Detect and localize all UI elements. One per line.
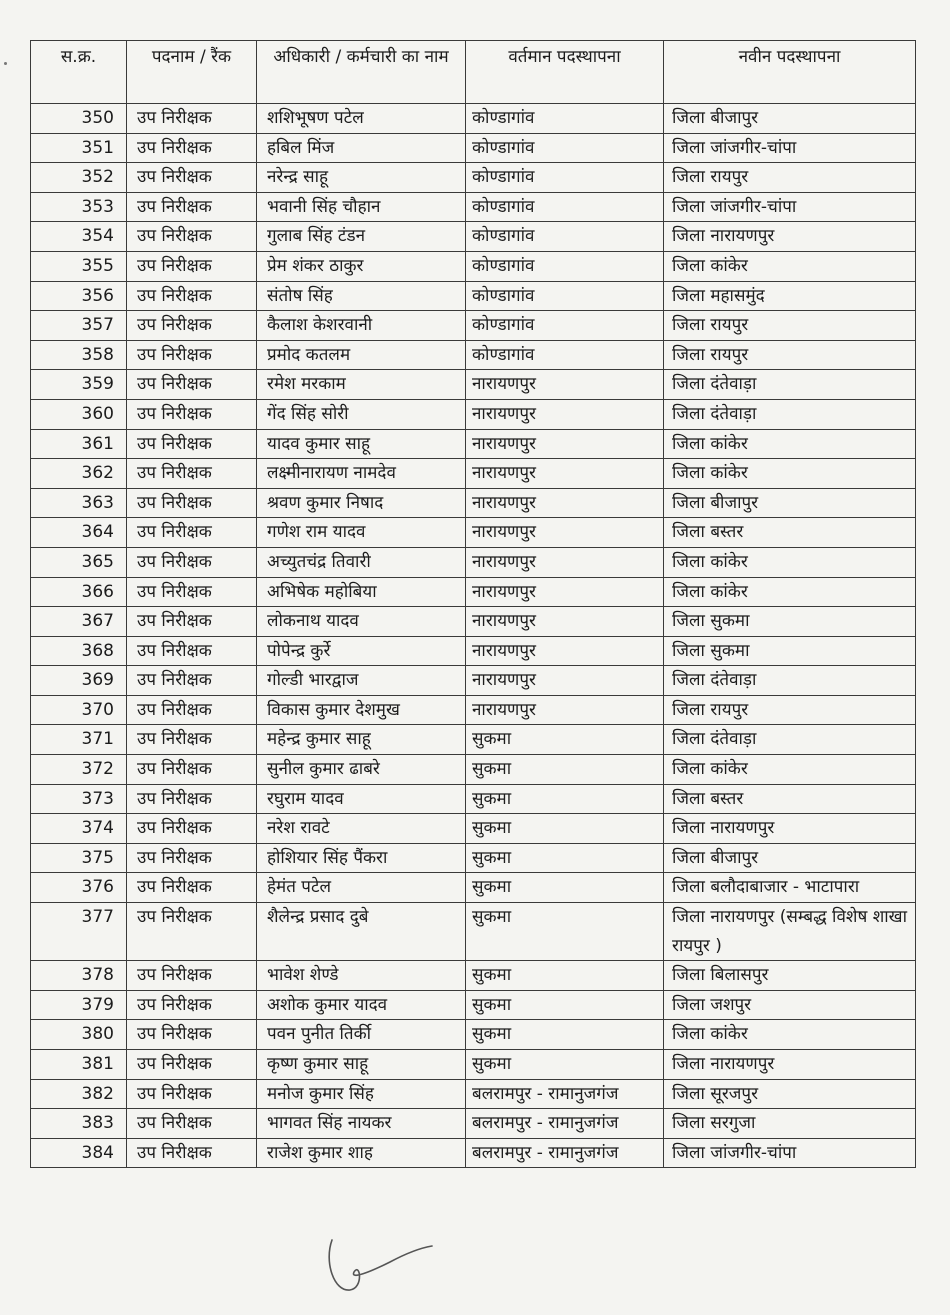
table-row bbox=[31, 133, 916, 163]
cell-name: भागवत सिंह नायकर bbox=[257, 1109, 466, 1139]
table-row bbox=[31, 1020, 916, 1050]
table-row bbox=[31, 192, 916, 222]
cell-current-posting: सुकमा bbox=[466, 725, 664, 755]
header-rank: पदनाम / रैंक bbox=[127, 41, 257, 104]
cell-rank: उप निरीक्षक bbox=[127, 370, 257, 400]
cell-new-posting: जिला नारायणपुर bbox=[664, 814, 916, 844]
cell-serial: 375 bbox=[31, 843, 127, 873]
cell-serial: 355 bbox=[31, 251, 127, 281]
cell-rank: उप निरीक्षक bbox=[127, 222, 257, 252]
table-row bbox=[31, 695, 916, 725]
cell-rank: उप निरीक्षक bbox=[127, 873, 257, 903]
cell-serial: 370 bbox=[31, 695, 127, 725]
cell-current-posting: नारायणपुर bbox=[466, 399, 664, 429]
cell-rank: उप निरीक्षक bbox=[127, 192, 257, 222]
cell-current-posting: सुकमा bbox=[466, 755, 664, 785]
table-row bbox=[31, 990, 916, 1020]
cell-name: मनोज कुमार सिंह bbox=[257, 1079, 466, 1109]
cell-new-posting: जिला सुकमा bbox=[664, 636, 916, 666]
cell-name: पोपेन्द्र कुर्रे bbox=[257, 636, 466, 666]
cell-name: लक्ष्मीनारायण नामदेव bbox=[257, 459, 466, 489]
cell-current-posting: नारायणपुर bbox=[466, 577, 664, 607]
cell-rank: उप निरीक्षक bbox=[127, 1079, 257, 1109]
cell-name: प्रमोद कतलम bbox=[257, 340, 466, 370]
cell-name: हबिल मिंज bbox=[257, 133, 466, 163]
cell-current-posting: सुकमा bbox=[466, 873, 664, 903]
cell-rank: उप निरीक्षक bbox=[127, 814, 257, 844]
cell-serial: 366 bbox=[31, 577, 127, 607]
table-header-row bbox=[31, 41, 916, 104]
cell-new-posting: जिला कांकेर bbox=[664, 251, 916, 281]
cell-rank: उप निरीक्षक bbox=[127, 459, 257, 489]
cell-name: रमेश मरकाम bbox=[257, 370, 466, 400]
cell-new-posting: जिला दंतेवाड़ा bbox=[664, 725, 916, 755]
cell-serial: 369 bbox=[31, 666, 127, 696]
cell-name: यादव कुमार साहू bbox=[257, 429, 466, 459]
cell-serial: 364 bbox=[31, 518, 127, 548]
cell-new-posting: जिला बस्तर bbox=[664, 518, 916, 548]
cell-serial: 382 bbox=[31, 1079, 127, 1109]
table-row bbox=[31, 459, 916, 489]
cell-name: गेंद सिंह सोरी bbox=[257, 399, 466, 429]
cell-serial: 363 bbox=[31, 488, 127, 518]
cell-current-posting: कोण्डागांव bbox=[466, 192, 664, 222]
signature-scribble bbox=[320, 1232, 440, 1302]
cell-rank: उप निरीक्षक bbox=[127, 399, 257, 429]
cell-serial: 378 bbox=[31, 961, 127, 991]
cell-name: महेन्द्र कुमार साहू bbox=[257, 725, 466, 755]
table-row bbox=[31, 843, 916, 873]
table-row bbox=[31, 1050, 916, 1080]
cell-serial: 373 bbox=[31, 784, 127, 814]
cell-new-posting: जिला नारायणपुर bbox=[664, 1050, 916, 1080]
cell-name: हेमंत पटेल bbox=[257, 873, 466, 903]
cell-current-posting: कोण्डागांव bbox=[466, 104, 664, 134]
cell-rank: उप निरीक्षक bbox=[127, 429, 257, 459]
cell-name: कृष्ण कुमार साहू bbox=[257, 1050, 466, 1080]
cell-name: गणेश राम यादव bbox=[257, 518, 466, 548]
cell-name: राजेश कुमार शाह bbox=[257, 1138, 466, 1168]
cell-serial: 372 bbox=[31, 755, 127, 785]
cell-rank: उप निरीक्षक bbox=[127, 903, 257, 961]
cell-name: रघुराम यादव bbox=[257, 784, 466, 814]
cell-new-posting: जिला रायपुर bbox=[664, 311, 916, 341]
cell-name: सुनील कुमार ढाबरे bbox=[257, 755, 466, 785]
table-row bbox=[31, 340, 916, 370]
cell-serial: 358 bbox=[31, 340, 127, 370]
cell-new-posting: जिला सूरजपुर bbox=[664, 1079, 916, 1109]
cell-new-posting: जिला कांकेर bbox=[664, 1020, 916, 1050]
table-row bbox=[31, 429, 916, 459]
table-row bbox=[31, 251, 916, 281]
cell-current-posting: कोण्डागांव bbox=[466, 163, 664, 193]
cell-new-posting: जिला दंतेवाड़ा bbox=[664, 666, 916, 696]
cell-name: गोल्डी भारद्वाज bbox=[257, 666, 466, 696]
table-row bbox=[31, 1079, 916, 1109]
header-name: अधिकारी / कर्मचारी का नाम bbox=[257, 41, 466, 104]
cell-current-posting: नारायणपुर bbox=[466, 666, 664, 696]
cell-rank: उप निरीक्षक bbox=[127, 163, 257, 193]
cell-serial: 352 bbox=[31, 163, 127, 193]
cell-new-posting: जिला सुकमा bbox=[664, 607, 916, 637]
cell-current-posting: सुकमा bbox=[466, 961, 664, 991]
cell-current-posting: नारायणपुर bbox=[466, 370, 664, 400]
header-current-posting: वर्तमान पदस्थापना bbox=[466, 41, 664, 104]
cell-current-posting: बलरामपुर - रामानुजगंज bbox=[466, 1109, 664, 1139]
cell-name: कैलाश केशरवानी bbox=[257, 311, 466, 341]
table-row bbox=[31, 547, 916, 577]
cell-name: पवन पुनीत तिर्की bbox=[257, 1020, 466, 1050]
cell-new-posting: जिला कांकेर bbox=[664, 577, 916, 607]
table-row bbox=[31, 163, 916, 193]
cell-serial: 384 bbox=[31, 1138, 127, 1168]
table-row bbox=[31, 577, 916, 607]
cell-new-posting: जिला जशपुर bbox=[664, 990, 916, 1020]
table-row bbox=[31, 1138, 916, 1168]
cell-rank: उप निरीक्षक bbox=[127, 518, 257, 548]
cell-new-posting: जिला बस्तर bbox=[664, 784, 916, 814]
cell-current-posting: सुकमा bbox=[466, 990, 664, 1020]
table-row bbox=[31, 370, 916, 400]
cell-rank: उप निरीक्षक bbox=[127, 607, 257, 637]
cell-serial: 376 bbox=[31, 873, 127, 903]
cell-current-posting: कोण्डागांव bbox=[466, 133, 664, 163]
cell-rank: उप निरीक्षक bbox=[127, 1138, 257, 1168]
cell-name: अच्युतचंद्र तिवारी bbox=[257, 547, 466, 577]
cell-rank: उप निरीक्षक bbox=[127, 547, 257, 577]
cell-serial: 359 bbox=[31, 370, 127, 400]
cell-new-posting: जिला रायपुर bbox=[664, 695, 916, 725]
cell-rank: उप निरीक्षक bbox=[127, 695, 257, 725]
cell-serial: 351 bbox=[31, 133, 127, 163]
cell-serial: 383 bbox=[31, 1109, 127, 1139]
cell-name: भावेश शेण्डे bbox=[257, 961, 466, 991]
table-row bbox=[31, 814, 916, 844]
cell-new-posting: जिला नारायणपुर (सम्बद्ध विशेष शाखा रायपुर ) bbox=[664, 903, 916, 961]
table-row bbox=[31, 607, 916, 637]
cell-rank: उप निरीक्षक bbox=[127, 281, 257, 311]
table-row bbox=[31, 903, 916, 961]
table-row bbox=[31, 104, 916, 134]
cell-new-posting: जिला बीजापुर bbox=[664, 104, 916, 134]
cell-current-posting: बलरामपुर - रामानुजगंज bbox=[466, 1138, 664, 1168]
cell-current-posting: नारायणपुर bbox=[466, 459, 664, 489]
cell-new-posting: जिला रायपुर bbox=[664, 340, 916, 370]
cell-current-posting: कोण्डागांव bbox=[466, 311, 664, 341]
cell-serial: 350 bbox=[31, 104, 127, 134]
header-new-posting: नवीन पदस्थापना bbox=[664, 41, 916, 104]
table-row bbox=[31, 311, 916, 341]
cell-serial: 367 bbox=[31, 607, 127, 637]
cell-rank: उप निरीक्षक bbox=[127, 104, 257, 134]
table-row bbox=[31, 755, 916, 785]
cell-new-posting: जिला बलौदाबाजार - भाटापारा bbox=[664, 873, 916, 903]
cell-rank: उप निरीक्षक bbox=[127, 311, 257, 341]
cell-new-posting: जिला सरगुजा bbox=[664, 1109, 916, 1139]
cell-new-posting: जिला कांकेर bbox=[664, 429, 916, 459]
cell-new-posting: जिला कांकेर bbox=[664, 459, 916, 489]
cell-name: लोकनाथ यादव bbox=[257, 607, 466, 637]
cell-serial: 353 bbox=[31, 192, 127, 222]
cell-new-posting: जिला रायपुर bbox=[664, 163, 916, 193]
cell-name: संतोष सिंह bbox=[257, 281, 466, 311]
cell-rank: उप निरीक्षक bbox=[127, 725, 257, 755]
cell-new-posting: जिला दंतेवाड़ा bbox=[664, 370, 916, 400]
cell-current-posting: बलरामपुर - रामानुजगंज bbox=[466, 1079, 664, 1109]
cell-current-posting: कोण्डागांव bbox=[466, 222, 664, 252]
cell-new-posting: जिला जांजगीर-चांपा bbox=[664, 192, 916, 222]
cell-new-posting: जिला कांकेर bbox=[664, 755, 916, 785]
cell-rank: उप निरीक्षक bbox=[127, 340, 257, 370]
cell-serial: 368 bbox=[31, 636, 127, 666]
cell-new-posting: जिला नारायणपुर bbox=[664, 222, 916, 252]
cell-serial: 380 bbox=[31, 1020, 127, 1050]
table-row bbox=[31, 873, 916, 903]
cell-rank: उप निरीक्षक bbox=[127, 961, 257, 991]
cell-current-posting: सुकमा bbox=[466, 1020, 664, 1050]
cell-name: नरेन्द्र साहू bbox=[257, 163, 466, 193]
cell-current-posting: नारायणपुर bbox=[466, 547, 664, 577]
cell-name: शैलेन्द्र प्रसाद दुबे bbox=[257, 903, 466, 961]
table-row bbox=[31, 784, 916, 814]
cell-name: भवानी सिंह चौहान bbox=[257, 192, 466, 222]
cell-current-posting: सुकमा bbox=[466, 1050, 664, 1080]
cell-serial: 356 bbox=[31, 281, 127, 311]
cell-rank: उप निरीक्षक bbox=[127, 488, 257, 518]
cell-serial: 357 bbox=[31, 311, 127, 341]
cell-new-posting: जिला दंतेवाड़ा bbox=[664, 399, 916, 429]
cell-name: अशोक कुमार यादव bbox=[257, 990, 466, 1020]
cell-current-posting: नारायणपुर bbox=[466, 488, 664, 518]
cell-serial: 379 bbox=[31, 990, 127, 1020]
scan-speck bbox=[4, 62, 7, 65]
header-serial: स.क्र. bbox=[31, 41, 127, 104]
cell-name: नरेश रावटे bbox=[257, 814, 466, 844]
cell-current-posting: नारायणपुर bbox=[466, 429, 664, 459]
cell-name: अभिषेक महोबिया bbox=[257, 577, 466, 607]
cell-serial: 362 bbox=[31, 459, 127, 489]
cell-rank: उप निरीक्षक bbox=[127, 1050, 257, 1080]
cell-rank: उप निरीक्षक bbox=[127, 251, 257, 281]
table-row bbox=[31, 518, 916, 548]
table-row bbox=[31, 488, 916, 518]
table-row bbox=[31, 725, 916, 755]
table-row bbox=[31, 961, 916, 991]
cell-name: विकास कुमार देशमुख bbox=[257, 695, 466, 725]
table-row bbox=[31, 636, 916, 666]
table-row bbox=[31, 222, 916, 252]
cell-current-posting: कोण्डागांव bbox=[466, 251, 664, 281]
cell-current-posting: सुकमा bbox=[466, 814, 664, 844]
cell-new-posting: जिला जांजगीर-चांपा bbox=[664, 1138, 916, 1168]
cell-current-posting: सुकमा bbox=[466, 903, 664, 961]
cell-name: प्रेम शंकर ठाकुर bbox=[257, 251, 466, 281]
table-row bbox=[31, 399, 916, 429]
cell-serial: 360 bbox=[31, 399, 127, 429]
cell-serial: 365 bbox=[31, 547, 127, 577]
table-row bbox=[31, 666, 916, 696]
cell-current-posting: सुकमा bbox=[466, 843, 664, 873]
cell-new-posting: जिला महासमुंद bbox=[664, 281, 916, 311]
cell-serial: 381 bbox=[31, 1050, 127, 1080]
cell-current-posting: नारायणपुर bbox=[466, 636, 664, 666]
cell-current-posting: नारायणपुर bbox=[466, 607, 664, 637]
cell-current-posting: नारायणपुर bbox=[466, 518, 664, 548]
cell-rank: उप निरीक्षक bbox=[127, 843, 257, 873]
cell-name: शशिभूषण पटेल bbox=[257, 104, 466, 134]
cell-rank: उप निरीक्षक bbox=[127, 1109, 257, 1139]
cell-rank: उप निरीक्षक bbox=[127, 755, 257, 785]
cell-serial: 377 bbox=[31, 903, 127, 961]
cell-name: गुलाब सिंह टंडन bbox=[257, 222, 466, 252]
table-row bbox=[31, 281, 916, 311]
cell-rank: उप निरीक्षक bbox=[127, 133, 257, 163]
cell-serial: 354 bbox=[31, 222, 127, 252]
cell-current-posting: नारायणपुर bbox=[466, 695, 664, 725]
cell-rank: उप निरीक्षक bbox=[127, 666, 257, 696]
cell-new-posting: जिला बीजापुर bbox=[664, 488, 916, 518]
cell-rank: उप निरीक्षक bbox=[127, 1020, 257, 1050]
cell-name: श्रवण कुमार निषाद bbox=[257, 488, 466, 518]
cell-new-posting: जिला बिलासपुर bbox=[664, 961, 916, 991]
cell-serial: 371 bbox=[31, 725, 127, 755]
cell-new-posting: जिला कांकेर bbox=[664, 547, 916, 577]
cell-serial: 361 bbox=[31, 429, 127, 459]
table-body bbox=[31, 104, 916, 1168]
transfer-list-table bbox=[30, 40, 916, 1168]
cell-serial: 374 bbox=[31, 814, 127, 844]
cell-new-posting: जिला बीजापुर bbox=[664, 843, 916, 873]
cell-name: होशियार सिंह पैंकरा bbox=[257, 843, 466, 873]
table-row bbox=[31, 1109, 916, 1139]
cell-rank: उप निरीक्षक bbox=[127, 784, 257, 814]
cell-current-posting: कोण्डागांव bbox=[466, 340, 664, 370]
cell-rank: उप निरीक्षक bbox=[127, 990, 257, 1020]
cell-new-posting: जिला जांजगीर-चांपा bbox=[664, 133, 916, 163]
cell-rank: उप निरीक्षक bbox=[127, 636, 257, 666]
cell-current-posting: कोण्डागांव bbox=[466, 281, 664, 311]
cell-rank: उप निरीक्षक bbox=[127, 577, 257, 607]
cell-current-posting: सुकमा bbox=[466, 784, 664, 814]
